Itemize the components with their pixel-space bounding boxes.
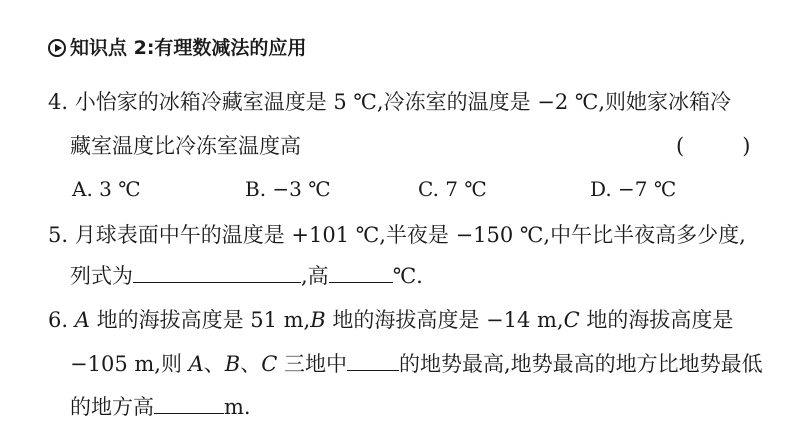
q5-blank-expression[interactable]: [133, 262, 301, 283]
q6-line2: [70, 350, 763, 378]
play-circle-icon: [48, 39, 66, 57]
q5-text-c: ℃.: [392, 264, 423, 288]
section-header: [48, 34, 306, 62]
q4-option-d: D. −7 ℃: [590, 177, 677, 201]
q6-text-3a: 的地方高: [70, 395, 154, 419]
q4-option-b: B. −3 ℃: [245, 177, 331, 201]
q5-text-b: ,高: [301, 264, 329, 288]
q6-sep-2: 、: [240, 352, 262, 376]
q4-line1: 4. 小怡家的冰箱冷藏室温度是 5 ℃,冷冻室的温度是 −2 ℃,则她家冰箱冷: [48, 90, 732, 114]
paren-open: (: [676, 134, 685, 158]
q6-blank-difference[interactable]: [154, 393, 224, 414]
q6-sep-1: 、: [203, 352, 225, 376]
q6-text-d: 地的海拔高度是 −14 m,: [325, 308, 564, 332]
section-title: 知识点 2:有理数减法的应用: [70, 37, 307, 59]
q6-point-c: C: [563, 308, 580, 332]
q6-point-b: B: [310, 308, 326, 332]
q6-point-a: A: [74, 308, 90, 332]
q5-blank-value[interactable]: [329, 262, 393, 283]
q6-text-2a: −105 m,则: [70, 352, 189, 376]
q6-point-b2: B: [224, 352, 241, 376]
q4-option-c: C. 7 ℃: [418, 177, 487, 201]
answer-parentheses[interactable]: [676, 132, 750, 160]
q6-point-a2: A: [188, 352, 204, 376]
q6-point-c2: C: [261, 352, 278, 376]
q5-text-a: 列式为: [70, 264, 133, 288]
q4-line2: 藏室温度比冷冻室温度高: [70, 134, 301, 158]
q6-line3: [70, 393, 251, 421]
q6-text-f: 地的海拔高度是: [579, 308, 734, 332]
q6-text-2h: 的地势最高,地势最高的地方比地势最低: [399, 352, 763, 376]
q6-text-b: 地的海拔高度是 51 m,: [89, 308, 311, 332]
q5-line1: 5. 月球表面中午的温度是 +101 ℃,半夜是 −150 ℃,中午比半夜高多少度,: [48, 223, 746, 247]
paren-close: ): [742, 134, 751, 158]
q6-line1: [48, 306, 733, 334]
q6-text-3b: m.: [224, 395, 251, 419]
q6-number: 6.: [48, 308, 75, 332]
q5-line2: [70, 262, 423, 290]
q6-text-2g: 三地中: [277, 352, 347, 376]
q6-blank-highest[interactable]: [347, 350, 399, 371]
q4-option-a: A. 3 ℃: [72, 177, 141, 201]
